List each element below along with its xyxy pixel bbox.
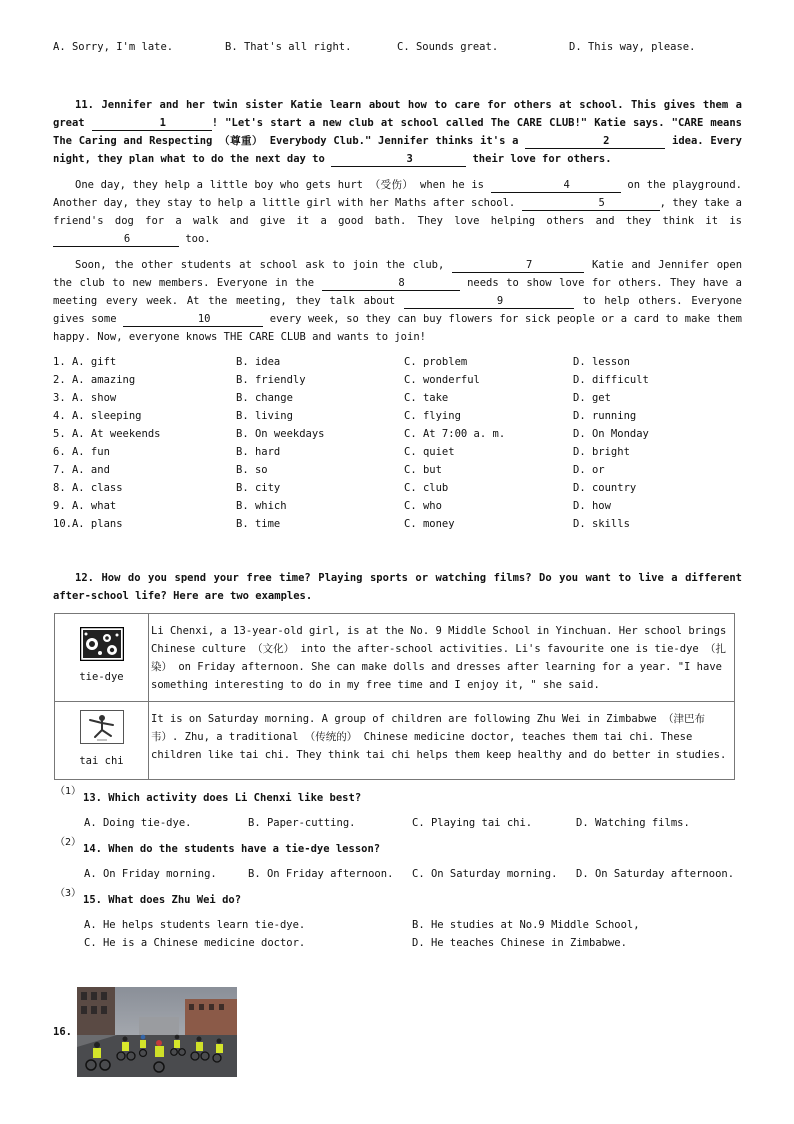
q11-paragraph-1: 11. Jennifer and her twin sister Katie learn about how to care for others at school. This gives them a great 1 ! "Let's start a new club at school called The CARE CLUB!" Katie says. "CARE means The Caring and Respecting （尊重） Everybody Club." Jennifer thinks it's a 2 idea. Every night, they plan what to do the next day to 3 their love for others.	[53, 99, 743, 165]
blank-1: 1	[92, 116, 212, 131]
q10-option-b: B. That's all right.	[225, 41, 352, 53]
q10-options	[53, 38, 753, 56]
tai-chi-text: It is on Saturday morning. A group of children are following Zhu Wei in Zimbabwe （津巴布韦）. Zhu, a traditional （传统的） Chinese medicine doctor, teaches them tai chi. These children like tai chi. They think tai chi helps them keep healthy and do better in studies.	[149, 702, 735, 780]
table-row	[55, 614, 735, 702]
tie-dye-image	[80, 627, 124, 661]
option-row: 8. A. class B. city C. club D. country	[53, 482, 637, 494]
blank-5: 5	[522, 196, 660, 211]
q12-intro: 12. How do you spend your free time? Playing sports or watching films? Do you want to live a different after-school life? Here are two examples.	[53, 572, 742, 602]
q14-options: A. On Friday morning. B. On Friday afternoon. C. On Saturday morning. D. On Saturday afternoon.	[84, 868, 735, 880]
option-row: 1. A. gift B. idea C. problem D. lesson	[53, 356, 630, 368]
question-13: 13. Which activity does Li Chenxi like best?	[83, 792, 362, 804]
blank-10: 10	[123, 312, 263, 327]
tie-dye-cell	[55, 614, 149, 702]
option-row: 7. A. and B. so C. but D. or	[53, 464, 605, 476]
sub-number-3: （3）	[55, 888, 82, 899]
blank-8: 8	[322, 276, 460, 291]
q10-option-c: C. Sounds great.	[397, 41, 499, 53]
option-row: 2. A. amazing B. friendly C. wonderful D. difficult	[53, 374, 649, 386]
q15-options-row-2: C. He is a Chinese medicine doctor. D. He teaches Chinese in Zimbabwe.	[84, 937, 627, 949]
option-row: 3. A. show B. change C. take D. get	[53, 392, 611, 404]
blank-4: 4	[491, 178, 621, 193]
option-row: 4. A. sleeping B. living C. flying D. running	[53, 410, 637, 422]
sub-number-2: （2）	[55, 837, 82, 848]
blank-7: 7	[452, 258, 584, 273]
sub-number-1: （1）	[55, 786, 82, 797]
q11-paragraph-3: Soon, the other students at school ask to join the club, 7 Katie and Jennifer open the club to new members. Everyone in the 8 needs to show love for others. They have a meeting every week. At the meeting, they talk about 9 to help others. Everyone gives some 10 every week, so they can buy flowers for sick people or a card to make them happy. Now, everyone knows THE CARE CLUB and wants to join!	[53, 259, 743, 343]
q10-option-a: A. Sorry, I'm late.	[53, 41, 174, 53]
tai-chi-cell	[55, 702, 149, 780]
tie-dye-label: tie-dye	[79, 671, 124, 683]
blank-2: 2	[525, 134, 665, 149]
cycling-children-photo	[77, 987, 237, 1077]
option-row: 9. A. what B. which C. who D. how	[53, 500, 611, 512]
option-row: 10.A. plans B. time C. money D. skills	[53, 518, 630, 530]
option-row: 6. A. fun B. hard C. quiet D. bright	[53, 446, 630, 458]
examples-table	[54, 613, 735, 780]
question-16-number: 16.	[53, 1026, 72, 1038]
table-row	[55, 702, 735, 780]
question-15: 15. What does Zhu Wei do?	[83, 894, 242, 906]
q15-options-row-1: A. He helps students learn tie-dye. B. He studies at No.9 Middle School,	[84, 919, 640, 931]
q10-option-d: D. This way, please.	[569, 41, 696, 53]
blank-9: 9	[404, 294, 574, 309]
q11-paragraph-2: One day, they help a little boy who gets hurt （受伤） when he is 4 on the playground. Another day, they stay to help a little girl with her Maths after school. 5 , they take a friend's dog for a walk and give it a good bath. They love helping others and they think it is 6 too.	[53, 179, 743, 245]
blank-3: 3	[331, 152, 466, 167]
question-14: 14. When do the students have a tie-dye lesson?	[83, 843, 381, 855]
option-row: 5. A. At weekends B. On weekdays C. At 7:00 a. m. D. On Monday	[53, 428, 649, 440]
q13-options: A. Doing tie-dye. B. Paper-cutting. C. Playing tai chi. D. Watching films.	[84, 817, 690, 829]
tie-dye-text: Li Chenxi, a 13-year-old girl, is at the No. 9 Middle School in Yinchuan. Her school brings Chinese culture （文化） into the after-school activities. Li's favourite one is tie-dye （扎染） on Friday afternoon. She can make dolls and dresses after learning for a year. "I have something interesting to do in my free time and I enjoy it, " she said.	[149, 614, 735, 702]
blank-6: 6	[53, 232, 179, 247]
tai-chi-image	[80, 710, 124, 744]
tai-chi-label: tai chi	[79, 755, 124, 767]
